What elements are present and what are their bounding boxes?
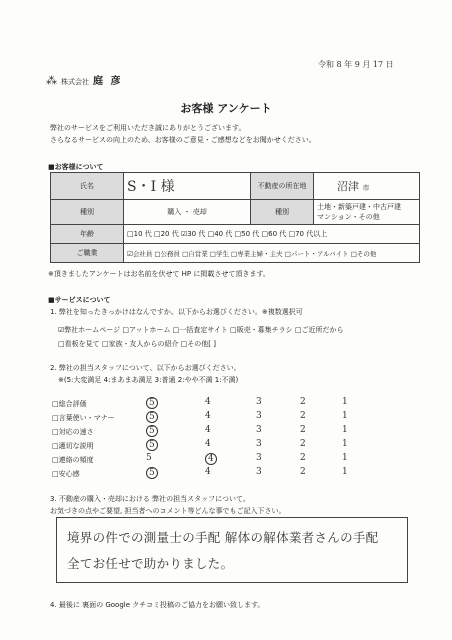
intro-line-1: 弊社のサービスをご利用いただき誠にありがとうございます。 xyxy=(50,124,246,132)
question-3: 3. 不動産の購入・売却における 弊社の担当スタッフについて。 xyxy=(50,495,250,503)
rating-label: □総合評価 xyxy=(52,400,87,408)
company-header xyxy=(46,72,122,87)
rating-option[interactable]: 4 xyxy=(205,439,211,449)
location-label: 不動産の所在地 xyxy=(251,173,314,200)
rating-option[interactable]: 1 xyxy=(342,467,348,477)
rating-option[interactable]: 4 xyxy=(205,397,211,407)
company-prefix: 株式会社 xyxy=(61,78,89,86)
rating-option[interactable]: 2 xyxy=(300,425,306,435)
rating-option[interactable]: 3 xyxy=(256,467,262,477)
property-options-line-2: マンション・その他 xyxy=(317,213,380,221)
rating-option-selected[interactable]: 4 xyxy=(205,453,217,465)
rating-label: □連絡の頻度 xyxy=(52,456,94,464)
privacy-notice: ※頂きましたアンケートはお名前を伏せて HP に掲載させて頂きます。 xyxy=(48,270,270,278)
rating-option[interactable]: 1 xyxy=(342,397,348,407)
age-label: 年齢 xyxy=(51,225,124,244)
rating-option-selected[interactable]: 5 xyxy=(146,397,158,409)
job-options[interactable]: ☑会社員 □公務員 □自営業 □学生 □専業主婦・主夫 □パート・アルバイト □その他 xyxy=(124,244,420,263)
question-3-subtext: お気づきの点やご要望, 担当者へのコメント等どんな事でもご記入下さい。 xyxy=(50,507,286,515)
rating-option[interactable]: 5 xyxy=(146,453,152,463)
comment-line-2: 全てお任せで助かりました。 xyxy=(67,556,234,571)
customer-section-heading: ■お客様について xyxy=(48,163,104,171)
question-2-scale: ※(5:大変満足 4:まあまあ満足 3:普通 2:やや不満 1:不満) xyxy=(58,376,239,384)
comment-box[interactable] xyxy=(56,517,408,583)
rating-label: □適切な説明 xyxy=(52,442,94,450)
rating-option[interactable]: 2 xyxy=(300,439,306,449)
question-1-options-row-1[interactable]: ☑弊社ホームページ □アットホーム □一括査定サイト □販売・募集チラシ □ご近所だから xyxy=(58,326,344,334)
rating-option-selected[interactable]: 5 xyxy=(146,467,158,479)
location-cell[interactable] xyxy=(314,173,420,200)
rating-option[interactable]: 3 xyxy=(256,397,262,407)
rating-option-selected[interactable]: 5 xyxy=(146,439,158,451)
rating-option[interactable]: 3 xyxy=(256,411,262,421)
table-row xyxy=(51,173,420,200)
rating-option[interactable]: 3 xyxy=(256,453,262,463)
table-row xyxy=(51,225,420,244)
rating-option[interactable]: 1 xyxy=(342,453,348,463)
rating-option[interactable]: 2 xyxy=(300,411,306,421)
survey-date: 令和 8 年 9 月 17 日 xyxy=(318,60,394,69)
rating-option[interactable]: 1 xyxy=(342,439,348,449)
location-value: 沼津 xyxy=(337,180,359,193)
table-row xyxy=(51,200,420,225)
rating-label: □対応の速さ xyxy=(52,428,94,436)
type-label: 種別 xyxy=(51,200,124,225)
question-1-options-row-2[interactable]: □看板を見て □家族・友人からの紹介 □その他[ ] xyxy=(58,340,216,348)
rating-label: □言葉使い・マナー xyxy=(52,414,115,422)
rating-option[interactable]: 2 xyxy=(300,467,306,477)
name-label: 氏名 xyxy=(51,173,124,200)
service-section-heading: ■サービスについて xyxy=(48,296,111,304)
rating-option[interactable]: 4 xyxy=(205,467,211,477)
rating-option[interactable]: 4 xyxy=(205,425,211,435)
property-options[interactable] xyxy=(314,200,420,225)
comment-line-1: 境界の件での測量士の手配 解体の解体業者さんの手配 xyxy=(67,530,379,545)
rating-option-selected[interactable]: 5 xyxy=(146,425,158,437)
name-value[interactable]: S・I 様 xyxy=(124,173,251,200)
rating-option[interactable]: 2 xyxy=(300,453,306,463)
company-logo-icon: ⁂ xyxy=(46,74,57,87)
location-suffix: 市 xyxy=(362,184,370,192)
property-label: 種別 xyxy=(251,200,314,225)
company-name: 庭 彦 xyxy=(93,76,123,87)
rating-option[interactable]: 1 xyxy=(342,425,348,435)
question-2: 2. 弊社の担当スタッフについて、以下からお選びください。 xyxy=(50,364,241,372)
rating-label: □安心感 xyxy=(52,470,80,478)
rating-option[interactable]: 2 xyxy=(300,397,306,407)
rating-option[interactable]: 3 xyxy=(256,439,262,449)
rating-option[interactable]: 1 xyxy=(342,411,348,421)
question-1: 1. 弊社を知ったきっかけはなんですか。以下からお選びください。※複数選択可 xyxy=(50,308,303,316)
table-row xyxy=(51,244,420,263)
customer-info-table xyxy=(50,172,420,263)
rating-option[interactable]: 3 xyxy=(256,425,262,435)
type-options[interactable]: 購入 ・ 売却 xyxy=(124,200,251,225)
rating-option[interactable]: 4 xyxy=(205,411,211,421)
job-label: ご職業 xyxy=(51,244,124,263)
property-options-line-1: 土地・新築戸建・中古戸建 xyxy=(317,203,401,211)
page-title: お客様 アンケート xyxy=(180,102,272,115)
question-4: 4. 最後に 裏面の Google クチコミ投稿のご協力をお願い致します。 xyxy=(50,601,265,609)
rating-option-selected[interactable]: 5 xyxy=(146,411,158,423)
age-options[interactable]: □10 代 □20 代 ☑30 代 □40 代 □50 代 □60 代 □70 代以上 xyxy=(124,225,420,244)
intro-line-2: さらなるサービスの向上のため、お客様のご意見・ご感想などをお聞かせください。 xyxy=(50,136,316,144)
